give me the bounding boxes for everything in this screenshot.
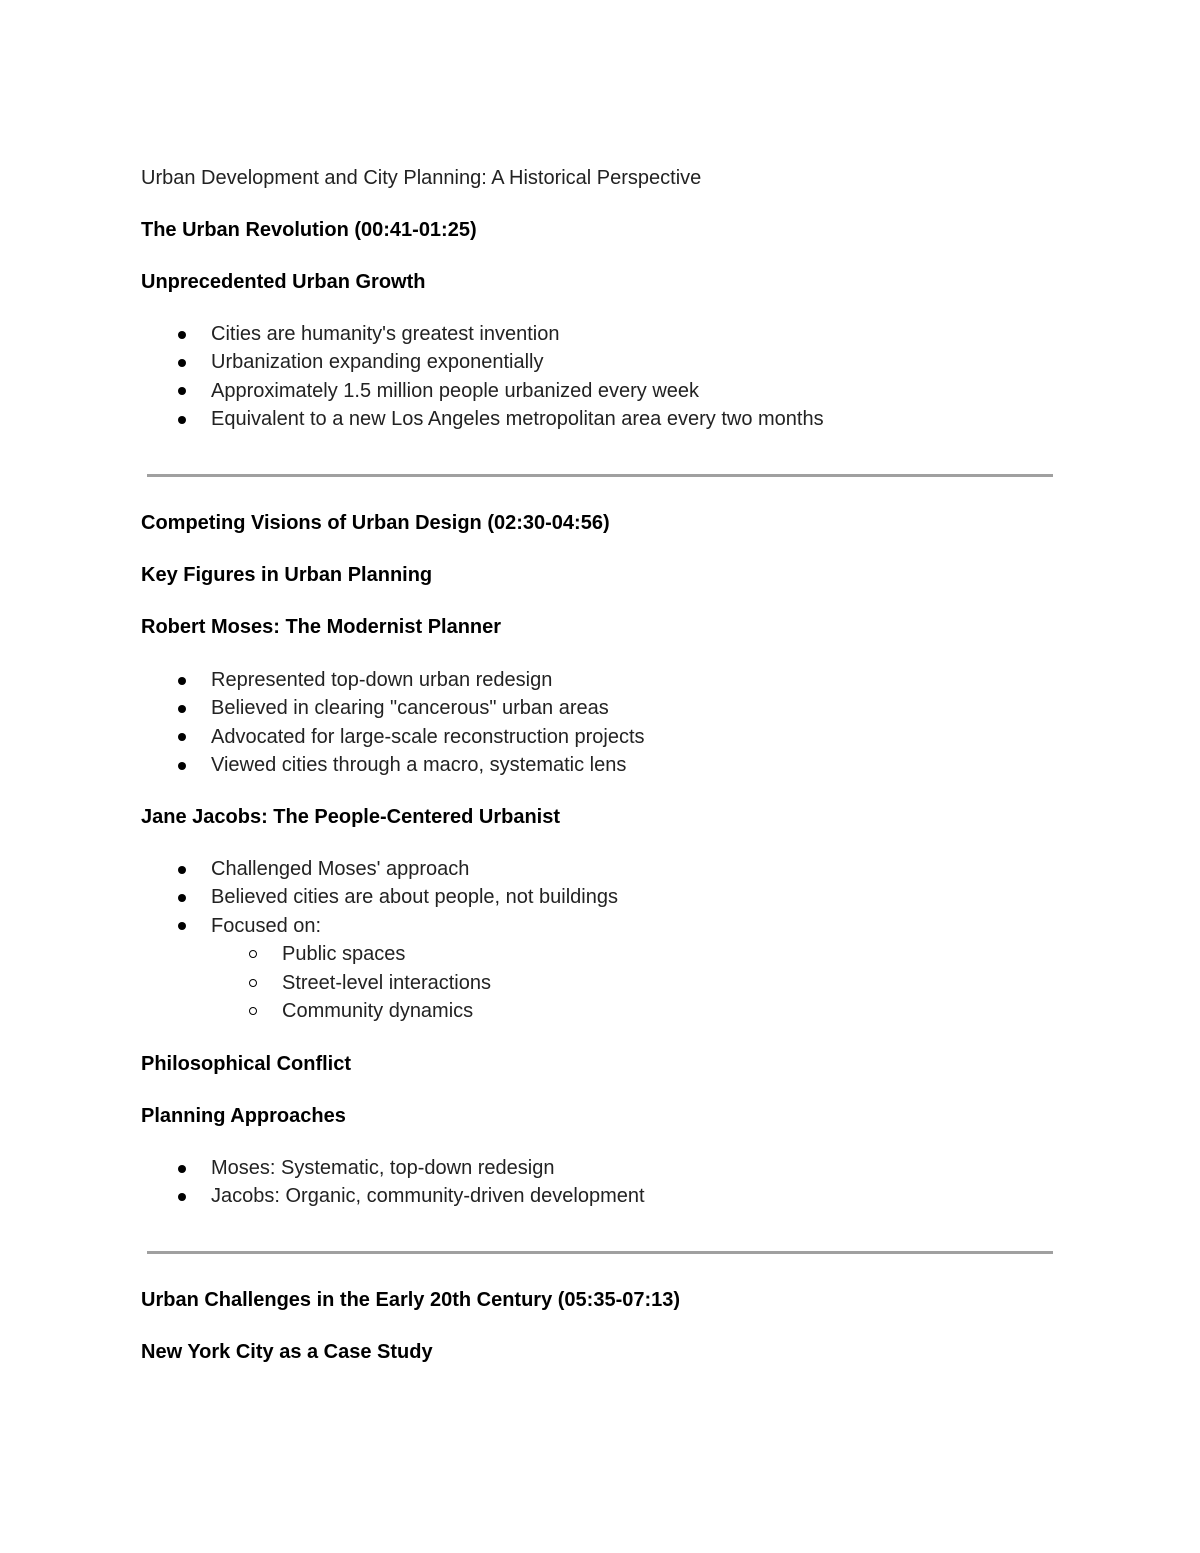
list-item-text: Believed cities are about people, not buildings [211, 886, 618, 909]
list-item-text: Focused on: [211, 914, 322, 937]
bullet-icon [178, 387, 186, 395]
subheading-unprecedented-growth: Unprecedented Urban Growth [141, 271, 426, 293]
list-item-text: Street-level interactions [282, 971, 491, 994]
list-item-text: Jacobs: Organic, community-driven development [211, 1185, 645, 1208]
document-title: Urban Development and City Planning: A Historical Perspective [141, 167, 702, 189]
hollow-bullet-icon [249, 950, 257, 958]
list-item-text: Viewed cities through a macro, systematic lens [211, 754, 627, 777]
list-item-text: Equivalent to a new Los Angeles metropolitan area every two months [211, 408, 824, 431]
list-item-text: Community dynamics [282, 999, 474, 1022]
list-item-text: Approximately 1.5 million people urbanized every week [211, 379, 700, 402]
list-item-text: Urbanization expanding exponentially [211, 351, 544, 374]
bullet-icon [178, 677, 186, 685]
bullet-icon [178, 866, 186, 874]
hollow-bullet-icon [249, 1007, 257, 1015]
subheading-nyc-case-study: New York City as a Case Study [141, 1341, 433, 1363]
horizontal-rule [147, 474, 1053, 477]
bullet-icon [178, 1193, 186, 1201]
bullet-icon [178, 922, 186, 930]
section-heading-urban-challenges: Urban Challenges in the Early 20th Century (05:35-07:13) [141, 1289, 681, 1311]
list-item-text: Moses: Systematic, top-down redesign [211, 1157, 555, 1179]
list-item-text: Challenged Moses' approach [211, 858, 470, 880]
bullet-icon [178, 733, 186, 741]
list-item-text: Cities are humanity's greatest invention [211, 323, 560, 345]
bullet-icon [178, 331, 186, 339]
subheading-planning-approaches: Planning Approaches [141, 1105, 346, 1127]
subheading-philosophical-conflict: Philosophical Conflict [141, 1053, 352, 1075]
bullet-icon [178, 894, 186, 902]
list-item-text: Represented top-down urban redesign [211, 669, 553, 691]
section-heading-competing-visions: Competing Visions of Urban Design (02:30-04:56) [141, 512, 610, 534]
bullet-icon [178, 416, 186, 424]
bullet-icon [178, 705, 186, 713]
horizontal-rule [147, 1251, 1053, 1254]
subheading-robert-moses: Robert Moses: The Modernist Planner [141, 616, 502, 638]
bullet-icon [178, 1165, 186, 1173]
bullet-icon [178, 762, 186, 770]
list-item-text: Believed in clearing "cancerous" urban areas [211, 697, 609, 720]
bullet-icon [178, 359, 186, 367]
hollow-bullet-icon [249, 979, 257, 987]
subheading-key-figures: Key Figures in Urban Planning [141, 564, 433, 586]
subheading-jane-jacobs: Jane Jacobs: The People-Centered Urbanist [141, 806, 561, 828]
list-item-text: Advocated for large-scale reconstruction projects [211, 725, 645, 748]
section-heading-urban-revolution: The Urban Revolution (00:41-01:25) [141, 219, 477, 241]
list-item-text: Public spaces [282, 943, 406, 966]
